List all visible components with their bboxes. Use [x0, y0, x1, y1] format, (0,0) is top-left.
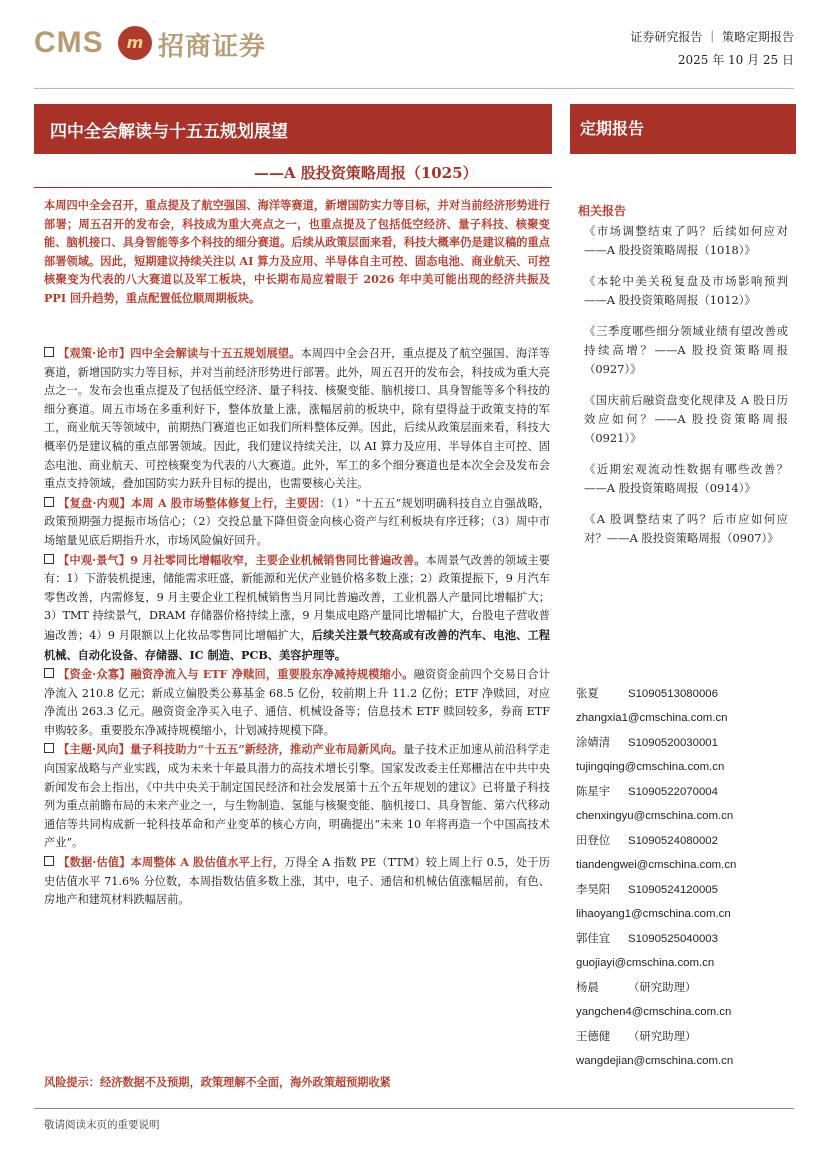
analyst-name: 涂婧清: [576, 735, 611, 749]
analyst-id: S1090524080002: [628, 835, 718, 847]
analyst-row: [576, 686, 796, 711]
side-title: 定期报告: [580, 119, 645, 138]
analyst-email[interactable]: wangdejian@cmschina.com.cn: [576, 1054, 734, 1067]
page-title: 四中全会解读与十五五规划展望: [50, 122, 288, 142]
section-body: 万得全 A 指数 PE（TTM）较上周上行 0.5，处于历史估值水平 71.6% 分位数，本周指数估值多数上涨，其中，电子、通信和机械估值涨幅居前，有色、房地产和建筑材料跌幅居前。: [44, 856, 550, 907]
checkbox-bullet-icon: [44, 668, 54, 678]
section-head: 【资金·众寡】融资净流入与 ETF 净赎回，重要股东净减持规模缩小。: [58, 667, 414, 682]
section-body: 本周景气改善的领域主要有：1）下游装机提速，储能需求旺盛，新能源和光伏产业链价格多数上涨；2）政策提振下，9 月汽车零售改善，内需修复，9 月主要企业工程机械销售当月同比普遍改善，工业机器人产量同比增幅扩大；3）TMT 持续景气，DRAM 存储器价格持续上涨，9 月集成电路产量同比增幅扩大，台股电子营收普遍改善；4）9 月限额以上化妆品零售同比增幅扩大，: [44, 553, 550, 642]
analyst-email[interactable]: tujingqing@cmschina.com.cn: [576, 760, 725, 773]
section-valuation: [44, 853, 550, 910]
analyst-name: 王德健: [576, 1029, 611, 1043]
analyst-id: S1090522070004: [628, 786, 718, 798]
analyst-email-row: [576, 956, 796, 981]
related-report-link[interactable]: 《近期宏观流动性数据有哪些改善？——A 股投资策略周报（0914）》: [584, 462, 788, 495]
related-report-link[interactable]: 《国庆前后融资盘变化规律及 A 股日历效应如何？——A 股投资策略周报（0921）》: [584, 393, 788, 445]
section-emphasis: 后续关注景气较高或有改善的汽车、电池、工程机械、自动化设备、存储器、IC 制造、PCB、美容护理等。: [44, 627, 550, 662]
related-reports-heading: 相关报告: [578, 204, 627, 218]
related-report-link[interactable]: 《三季度哪些细分领域业绩有望改善或持续高增？——A 股投资策略周报（0927）》: [584, 324, 788, 376]
analyst-name: 田登位: [576, 833, 611, 847]
header-divider: [34, 88, 794, 89]
analyst-row: [576, 980, 796, 1005]
related-report-link[interactable]: 《本轮中美关税复盘及市场影响预判——A 股投资策略周报（1012）》: [584, 274, 788, 307]
section-body: 融资资金前四个交易日合计净流入 210.8 亿元；新成立偏股类公募基金 68.5 亿份，较前期上升 11.2 亿份；ETF 净赎回，对应净流出 263.3 亿元。融资资金净买入电子、通信、机械设备等；信息技术 ETF 赎回较多，券商 ETF 申购较多。重要股东净减持规模缩小，计划减持规模下降。: [44, 668, 550, 737]
analyst-row: [576, 784, 796, 809]
section-policy: [44, 344, 550, 494]
company-logo: [34, 22, 284, 68]
analyst-email-row: [576, 1005, 796, 1030]
analyst-email-row: [576, 907, 796, 932]
analyst-row: [576, 882, 796, 907]
analyst-role: （研究助理）: [628, 1029, 697, 1043]
checkbox-bullet-icon: [44, 347, 54, 357]
analyst-row: [576, 931, 796, 956]
footer-divider: [34, 1108, 794, 1109]
related-reports-list: [584, 222, 788, 560]
analyst-email-row: [576, 858, 796, 883]
analyst-row: [576, 1029, 796, 1054]
logo-text-en: CMS: [34, 26, 104, 59]
analyst-list: [576, 686, 796, 1078]
section-head: 【中观·景气】9 月社零同比增幅收窄，主要企业机械销售同比普遍改善。: [58, 552, 426, 567]
section-body: 量子技术正加速从前沿科学走向国家战略与产业实践，成为未来十年最具潜力的高技术增长引擎。国家发改委主任郑栅洁在中共中央新闻发布会上指出，《中共中央关于制定国民经济和社会发展第十五个五年规划的建议》已将量子科技列为重点前瞻布局的未来产业之一，与生物制造、氢能与核聚变能、脑机接口、具身智能、第六代移动通信等共同构成新一轮科技革命和产业变革的核心方向，明确提出“未来 10 年将再造一个中国高技术产业”。: [44, 743, 550, 850]
analyst-email[interactable]: lihaoyang1@cmschina.com.cn: [576, 907, 731, 920]
related-report-link[interactable]: 《市场调整结束了吗？后续如何应对——A 股投资策略周报（1018）》: [584, 224, 788, 257]
analyst-name: 杨晨: [576, 980, 599, 994]
checkbox-bullet-icon: [44, 554, 54, 564]
logo-text-cn: 招商证券: [158, 32, 267, 62]
analyst-email[interactable]: chenxingyu@cmschina.com.cn: [576, 809, 734, 822]
checkbox-bullet-icon: [44, 856, 54, 866]
analyst-row: [576, 833, 796, 858]
section-head: 【观策·论市】四中全会解读与十五五规划展望。: [58, 346, 301, 360]
section-funds: [44, 665, 550, 740]
report-type: 证券研究报告 ｜ 策略定期报告: [630, 30, 794, 44]
analyst-name: 李昊阳: [576, 882, 611, 896]
analyst-role: （研究助理）: [628, 980, 697, 994]
section-head: 【数据·估值】本周整体 A 股估值水平上行，: [58, 855, 285, 870]
risk-warning: 风险提示：经济数据不及预期，政策理解不全面，海外政策超预期收紧: [44, 1075, 391, 1089]
footer-note: 敬请阅读末页的重要说明: [44, 1119, 160, 1131]
analyst-email[interactable]: tiandengwei@cmschina.com.cn: [576, 858, 737, 871]
checkbox-bullet-icon: [44, 743, 54, 753]
analyst-name: 郭佳宜: [576, 931, 611, 945]
logo-badge-icon: m: [118, 26, 152, 60]
analyst-email[interactable]: zhangxia1@cmschina.com.cn: [576, 711, 728, 724]
section-head: 【主题·风向】量子科技助力“十五五”新经济，推动产业布局新风向。: [58, 742, 404, 757]
section-head: 【复盘·内观】本周 A 股市场整体修复上行，主要因：: [58, 495, 331, 510]
page-subtitle: ——A 股投资策略周报（1025）: [254, 164, 478, 182]
section-body: （1）“十五五”规划明确科技自立自强战略，政策预期强力提振市场信心；（2）交投总量下降但资金向核心资产与红利板块有序迁移；（3）周中市场缩量见底后期指升水，市场风险偏好回升。: [44, 496, 550, 547]
analyst-name: 张夏: [576, 686, 599, 700]
section-body: 本周四中全会召开，重点提及了航空强国、海洋等赛道，新增国防实力等目标，并对当前经济形势进行部署。此外，周五召开的发布会，科技成为重大亮点之一。发布会也重点提及了包括低空经济、量子科技、核聚变能、脑机接口、具身智能等多个科技的细分赛道。周五市场在多重利好下，整体放量上涨，涨幅居前的板块中，除有望得益于政策支持的军工，商业航天等领域中，前期热门赛道也正如我们所料整体反弹。因此，后续从政策层面来看，科技大概率仍是建议稿的重点部署领域。因此，我们建议持续关注，以 AI 算力及应用、半导体自主可控、固态电池、商业航天、可控核聚变为代表的八大赛道。此外，军工的多个细分赛道也是本次全会及发布会重点支持领域，叠加国防实力跃升目标的提出，也需要核心关注。: [44, 347, 550, 491]
analyst-email-row: [576, 711, 796, 736]
analyst-id: S1090513080006: [628, 688, 718, 700]
analyst-email[interactable]: yangchen4@cmschina.com.cn: [576, 1005, 732, 1018]
analyst-email-row: [576, 809, 796, 834]
section-prosperity: [44, 551, 550, 666]
analyst-name: 陈星宇: [576, 784, 611, 798]
section-review: [44, 494, 550, 551]
analyst-row: [576, 735, 796, 760]
analyst-id: S1090525040003: [628, 933, 718, 945]
checkbox-bullet-icon: [44, 497, 54, 507]
related-report-link[interactable]: 《A 股调整结束了吗？后市应如何应对？——A 股投资策略周报（0907）》: [584, 512, 788, 545]
analyst-email-row: [576, 1054, 796, 1079]
section-theme: [44, 740, 550, 853]
report-date: 2025 年 10 月 25 日: [677, 53, 794, 67]
analyst-email-row: [576, 760, 796, 785]
summary-text: 本周四中全会召开，重点提及了航空强国、海洋等赛道，新增国防实力等目标，并对当前经济形势进行部署；周五召开的发布会，科技成为重大亮点之一，也重点提及了包括低空经济、量子科技、核聚变能、脑机接口、具身智能等多个科技的细分赛道。后续从政策层面来看，科技大概率仍是建议稿的重点部署领域。因此，短期建议持续关注以 AI 算力及应用、半导体自主可控、固态电池、商业航天、可控核聚变为代表的八大赛道以及军工板块，中长期布局应着眼于 2026 年中美可能出现的经济共振及 PPI 回升趋势，重点配置低位顺周期板块。: [44, 198, 550, 305]
main-body: [44, 344, 550, 910]
title-divider: [34, 187, 552, 188]
analyst-email[interactable]: guojiayi@cmschina.com.cn: [576, 956, 715, 969]
analyst-id: S1090524120005: [628, 884, 718, 896]
analyst-id: S1090520030001: [628, 737, 718, 749]
